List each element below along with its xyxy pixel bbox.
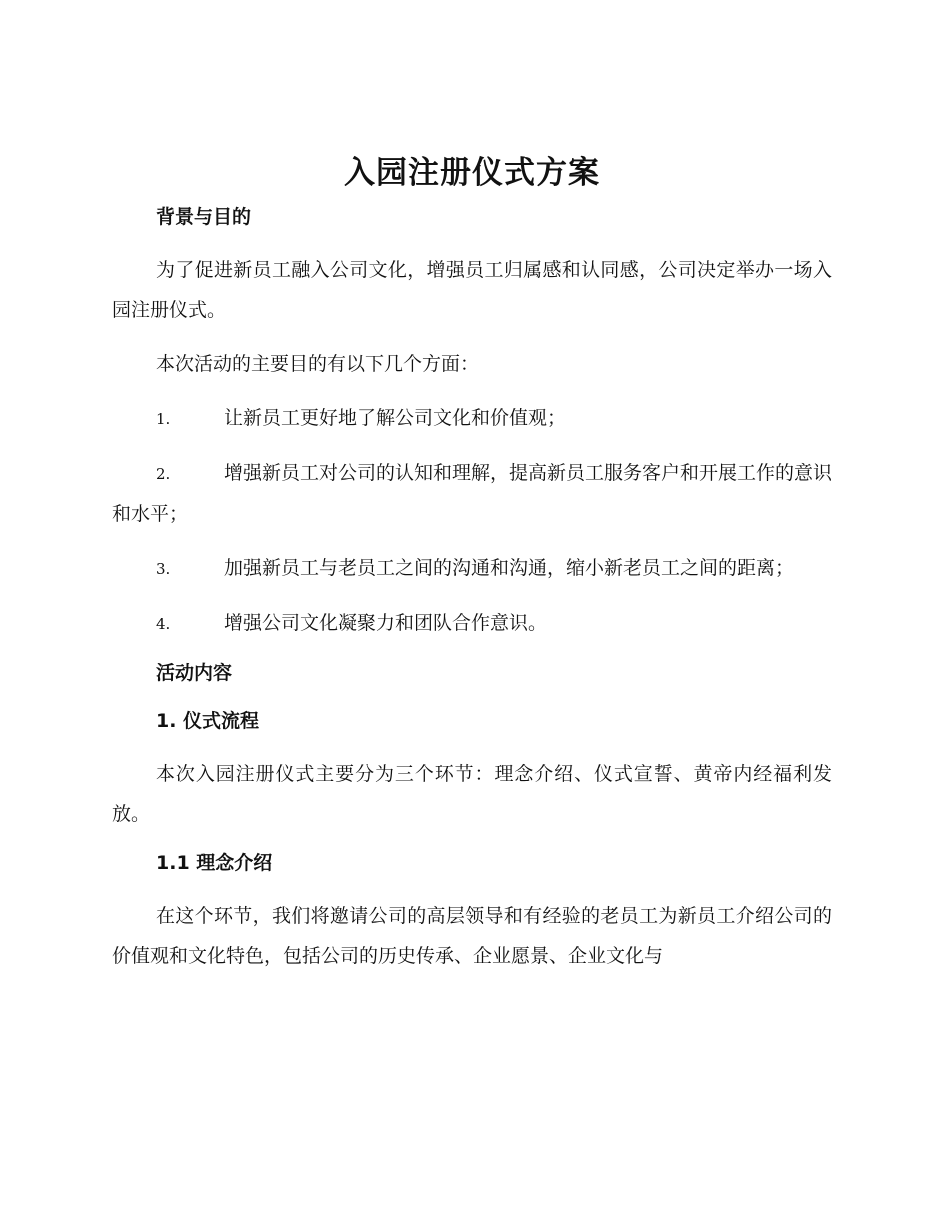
subsection-heading-flow: 1. 仪式流程 — [156, 710, 260, 732]
goal-text: 加强新员工与老员工之间的沟通和沟通，缩小新老员工之间的距离； — [224, 557, 795, 579]
goal-item-2 — [112, 453, 832, 534]
section-heading-content: 活动内容 — [156, 662, 233, 684]
goal-text: 让新员工更好地了解公司文化和价值观； — [224, 407, 567, 429]
goal-text: 增强新员工对公司的认知和理解，提高新员工服务客户和开展工作的意识和水平； — [112, 462, 833, 525]
goal-number: 2. — [156, 465, 171, 483]
goal-item-1 — [112, 398, 832, 439]
paragraph-background-2: 本次活动的主要目的有以下几个方面： — [156, 353, 480, 375]
goal-number: 1. — [156, 410, 171, 428]
section-heading-background: 背景与目的 — [156, 206, 252, 228]
goal-number: 4. — [156, 615, 171, 633]
goal-number: 3. — [156, 560, 171, 578]
goal-item-3 — [112, 548, 832, 589]
goal-text: 增强公司文化凝聚力和团队合作意识。 — [224, 612, 548, 634]
document-title: 入园注册仪式方案 — [344, 155, 600, 191]
paragraph-intro: 在这个环节，我们将邀请公司的高层领导和有经验的老员工为新员工介绍公司的价值观和文化特色，包括公司的历史传承、企业愿景、企业文化与 — [112, 905, 832, 967]
paragraph-flow: 本次入园注册仪式主要分为三个环节：理念介绍、仪式宣誓、黄帝内经福利发放。 — [112, 763, 832, 825]
subsection-heading-intro: 1.1 理念介绍 — [156, 852, 273, 874]
document-content — [112, 150, 832, 990]
paragraph-background-1: 为了促进新员工融入公司文化，增强员工归属感和认同感，公司决定举办一场入园注册仪式。 — [112, 259, 832, 321]
goal-item-4 — [112, 603, 832, 644]
